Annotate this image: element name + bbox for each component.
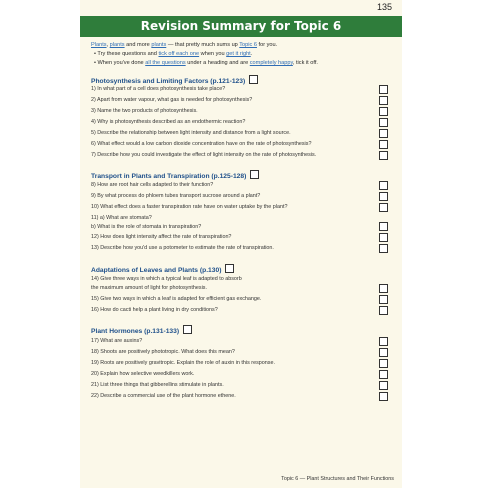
question-checkbox[interactable] — [379, 181, 388, 190]
question-20: 20) Explain how selective weedkillers work. — [91, 371, 195, 377]
intro-line-1 — [91, 41, 396, 50]
page-footer: Topic 6 — Plant Structures and Their Functions — [281, 476, 394, 482]
section-title-hormones — [91, 325, 192, 335]
intro-text-segment: • When you've done — [94, 60, 146, 66]
question-checkbox[interactable] — [379, 85, 388, 94]
question-checkbox[interactable] — [379, 381, 388, 390]
underlined-phrase: tick off each one — [158, 51, 200, 57]
question-10: 10) What effect does a faster transpiration rate have on water uptake by the plant? — [91, 204, 288, 210]
underlined-phrase: get it right — [226, 51, 251, 57]
question-checkbox[interactable] — [379, 244, 388, 253]
intro-text-segment: , — [106, 42, 110, 48]
underlined-phrase: all the questions — [145, 60, 186, 66]
question-checkbox[interactable] — [379, 284, 388, 293]
question-checkbox[interactable] — [379, 118, 388, 127]
intro-text-segment: under a heading and are — [185, 60, 250, 66]
section-checkbox[interactable] — [249, 75, 258, 84]
page-number: 135 — [376, 2, 392, 12]
section-checkbox[interactable] — [183, 325, 192, 334]
intro-text — [91, 41, 396, 68]
question-checkbox[interactable] — [379, 359, 388, 368]
question-checkbox[interactable] — [379, 233, 388, 242]
question-checkbox[interactable] — [379, 96, 388, 105]
intro-text-segment: • Try these questions and — [94, 51, 159, 57]
question-6: 6) What effect would a low carbon dioxide concentration have on the rate of photosynthesis? — [91, 141, 312, 147]
underlined-phrase: plants — [151, 42, 167, 48]
question-14: 14) Give three ways in which a typical leaf is adapted to absorb — [91, 276, 242, 282]
intro-text-segment: when you — [199, 51, 227, 57]
question-checkbox[interactable] — [379, 306, 388, 315]
section-title-transport — [91, 170, 259, 180]
section-title-adaptations — [91, 264, 234, 274]
intro-bullet-2 — [91, 59, 396, 68]
question-18: 18) Shoots are positively phototropic. What does this mean? — [91, 349, 235, 355]
underlined-phrase: Topic 6 — [239, 42, 257, 48]
question-checkbox[interactable] — [379, 222, 388, 231]
intro-text-segment: . — [250, 51, 253, 57]
question-1: 1) In what part of a cell does photosynthesis take place? — [91, 86, 226, 92]
question-16: 16) How do cacti help a plant living in dry conditions? — [91, 307, 218, 313]
question-checkbox[interactable] — [379, 370, 388, 379]
underlined-phrase: Plants — [91, 42, 107, 48]
question-checkbox[interactable] — [379, 337, 388, 346]
question-14-cont: the maximum amount of light for photosynthesis. — [91, 285, 207, 291]
question-checkbox[interactable] — [379, 151, 388, 160]
section-checkbox[interactable] — [250, 170, 259, 179]
question-2: 2) Apart from water vapour, what gas is needed for photosynthesis? — [91, 97, 253, 103]
question-11b: b) What is the role of stomata in transpiration? — [91, 224, 202, 230]
question-13: 13) Describe how you'd use a potometer to estimate the rate of transpiration. — [91, 245, 274, 251]
question-checkbox[interactable] — [379, 348, 388, 357]
question-17: 17) What are auxins? — [91, 338, 143, 344]
section-title-text: Adaptations of Leaves and Plants (p.130) — [91, 267, 222, 274]
question-15: 15) Give two ways in which a leaf is adapted for efficient gas exchange. — [91, 296, 262, 302]
section-title-text: Photosynthesis and Limiting Factors (p.121-123) — [91, 78, 246, 85]
intro-text-segment: — that pretty much sums up — [166, 42, 240, 48]
question-19: 19) Roots are positively gravitropic. Explain the role of auxin in this response. — [91, 360, 275, 366]
section-title-photosynthesis — [91, 75, 258, 85]
question-checkbox[interactable] — [379, 203, 388, 212]
page-title-banner: Revision Summary for Topic 6 — [80, 16, 402, 37]
question-checkbox[interactable] — [379, 129, 388, 138]
question-11a: 11) a) What are stomata? — [91, 215, 152, 221]
underlined-phrase: plants — [109, 42, 125, 48]
question-8: 8) How are root hair cells adapted to their function? — [91, 182, 214, 188]
question-checkbox[interactable] — [379, 107, 388, 116]
underlined-phrase: completely happy — [249, 60, 293, 66]
intro-bullet-1 — [91, 50, 396, 59]
intro-text-segment: for you. — [256, 42, 278, 48]
intro-text-segment: , tick it off. — [292, 60, 318, 66]
question-checkbox[interactable] — [379, 192, 388, 201]
question-12: 12) How does light intensity affect the rate of transpiration? — [91, 234, 232, 240]
question-21: 21) List three things that gibberellins stimulate in plants. — [91, 382, 224, 388]
question-checkbox[interactable] — [379, 392, 388, 401]
question-5: 5) Describe the relationship between light intensity and distance from a light source. — [91, 130, 291, 136]
section-checkbox[interactable] — [225, 264, 234, 273]
revision-page — [80, 0, 402, 488]
question-7: 7) Describe how you could investigate the effect of light intensity on the rate of photosynthesis. — [91, 152, 317, 158]
question-checkbox[interactable] — [379, 140, 388, 149]
question-22: 22) Describe a commercial use of the plant hormone ethene. — [91, 393, 236, 399]
question-4: 4) Why is photosynthesis described as an endothermic reaction? — [91, 119, 246, 125]
section-title-text: Plant Hormones (p.131-133) — [91, 328, 180, 335]
intro-text-segment: and more — [124, 42, 152, 48]
question-3: 3) Name the two products of photosynthesis. — [91, 108, 198, 114]
question-9: 9) By what process do phloem tubes transport sucrose around a plant? — [91, 193, 261, 199]
question-checkbox[interactable] — [379, 295, 388, 304]
section-title-text: Transport in Plants and Transpiration (p.125-128) — [91, 173, 247, 180]
